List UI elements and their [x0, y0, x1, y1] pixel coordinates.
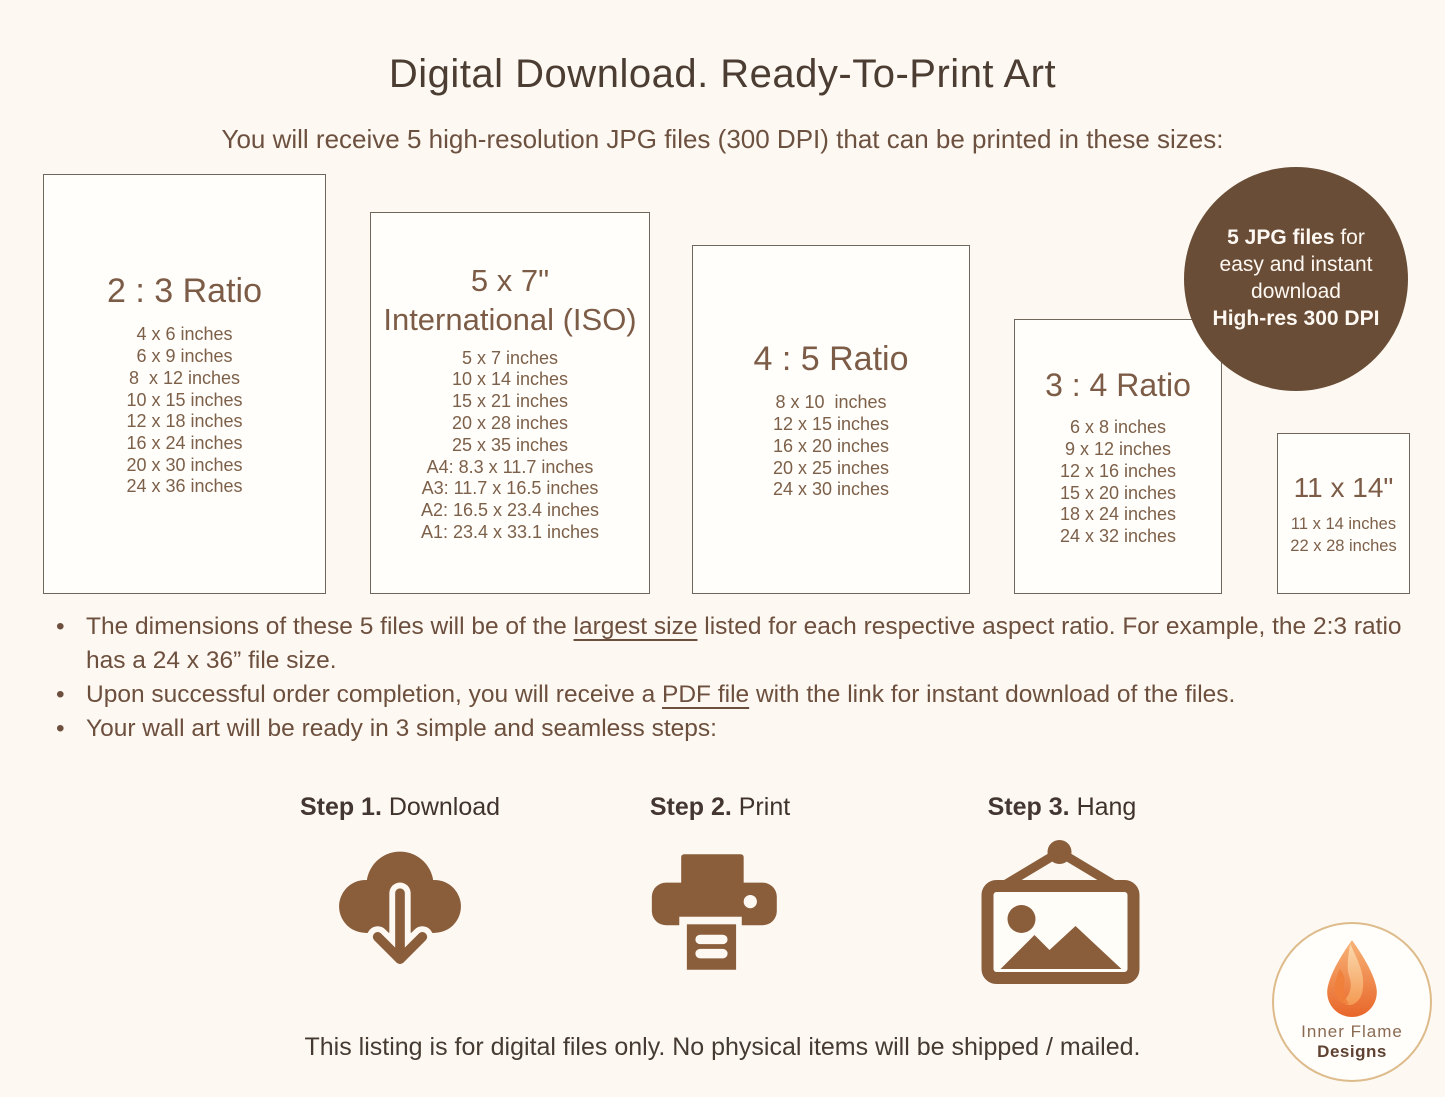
- size-line: 9 x 12 inches: [1064, 439, 1172, 460]
- size-line: 20 x 25 inches: [772, 457, 890, 478]
- size-line: 22 x 28 inches: [1290, 537, 1397, 555]
- size-box-heading: 2 : 3 Ratio: [107, 271, 262, 310]
- step-label: [988, 793, 1137, 822]
- size-line: 24 x 36 inches: [126, 476, 243, 497]
- bullet-text: [86, 610, 1408, 678]
- bullet-three-steps: [56, 712, 1408, 746]
- size-box-2-3-ratio: [43, 174, 326, 594]
- printer-icon: [649, 838, 791, 988]
- badge-text-segment: easy and instant: [1219, 253, 1373, 277]
- step-print: [592, 793, 848, 988]
- step-number: Step 3.: [987, 793, 1070, 821]
- size-line: 5 x 7 inches: [461, 347, 559, 368]
- size-line: 25 x 35 inches: [451, 434, 569, 455]
- badge-text-segment: download: [1251, 280, 1341, 303]
- bullet-dot: •: [56, 613, 65, 640]
- size-line: 8 x 12 inches: [128, 367, 241, 388]
- page-subtitle: You will receive 5 high-resolution JPG files (300 DPI) that can be printed in these sizes:: [221, 124, 1224, 154]
- step-hang: [932, 793, 1192, 988]
- cloud-download-icon: [334, 838, 466, 988]
- size-line: 10 x 15 inches: [126, 389, 243, 410]
- size-line: 11 x 14 inches: [1290, 515, 1397, 533]
- page-title: Digital Download. Ready-To-Print Art: [388, 52, 1057, 96]
- size-line: A4: 8.3 x 11.7 inches: [426, 456, 594, 477]
- step-name: Download: [381, 793, 501, 821]
- size-line: 15 x 20 inches: [1059, 482, 1177, 503]
- size-list: [773, 392, 889, 501]
- size-line: 6 x 9 inches: [136, 346, 233, 367]
- bullet-text: [86, 678, 1408, 712]
- size-box-5x7-iso: [370, 212, 650, 594]
- size-list: [1060, 417, 1176, 547]
- size-line: 8 x 10 inches: [775, 392, 887, 413]
- logo-subname: Designs: [1317, 1042, 1387, 1061]
- step-name: Hang: [1069, 793, 1137, 821]
- steps-section: [0, 793, 1445, 1003]
- logo-name: Inner Flame: [1301, 1022, 1403, 1041]
- bullet-underlined-segment: PDF file: [662, 681, 750, 708]
- size-list: [1290, 513, 1396, 557]
- size-box-3-4-ratio: [1014, 319, 1222, 594]
- badge-text-segment: for: [1334, 226, 1365, 250]
- bullet-segment: listed for each respective aspect ratio. For example, the 2:3 ratio has a 24 x 36” file size.: [86, 613, 1402, 674]
- size-line: A3: 11.7 x 16.5 inches: [421, 478, 599, 499]
- bullet-segment: The dimensions of these 5 files will be of the: [86, 613, 574, 640]
- bullet-pdf-file: [56, 678, 1408, 712]
- bullet-segment: Upon successful order completion, you will receive a: [86, 681, 663, 708]
- inner-flame-designs-logo: [1272, 922, 1432, 1082]
- size-line: 15 x 21 inches: [451, 391, 569, 412]
- size-line: 20 x 28 inches: [451, 413, 569, 434]
- size-line: 24 x 32 inches: [1059, 525, 1177, 546]
- badge-text: [1213, 225, 1380, 333]
- step-name: Print: [731, 793, 791, 821]
- size-box-heading: 4 : 5 Ratio: [753, 339, 909, 378]
- size-line: 10 x 14 inches: [451, 369, 569, 390]
- jpg-files-badge: [1184, 167, 1408, 391]
- size-line: 6 x 8 inches: [1069, 417, 1167, 438]
- step-label: [300, 793, 500, 822]
- bullet-dot: •: [56, 715, 65, 742]
- flame-icon: [1321, 936, 1383, 1020]
- step-label: [650, 793, 790, 822]
- badge-bold-tail: High-res 300 DPI: [1212, 306, 1380, 330]
- size-box-heading: 5 x 7" International (ISO): [383, 263, 637, 337]
- bullet-segment: with the link for instant download of the files.: [749, 681, 1236, 708]
- digital-only-disclaimer: This listing is for digital files only. No physical items will be shipped / mailed.: [304, 1033, 1141, 1061]
- size-box-11x14: [1277, 433, 1410, 594]
- step-number: Step 1.: [299, 793, 382, 821]
- size-line: A1: 23.4 x 33.1 inches: [420, 522, 600, 543]
- size-line: 12 x 16 inches: [1059, 460, 1177, 481]
- size-line: 18 x 24 inches: [1059, 504, 1177, 525]
- size-line: 20 x 30 inches: [126, 454, 243, 475]
- size-box-4-5-ratio: [692, 245, 970, 594]
- size-line: 16 x 20 inches: [772, 435, 890, 456]
- bullet-dimensions: [56, 610, 1408, 678]
- info-bullet-list: [56, 610, 1408, 746]
- size-list: [421, 348, 599, 544]
- badge-bold-lead: 5 JPG files: [1227, 226, 1335, 250]
- size-box-heading: 3 : 4 Ratio: [1045, 367, 1191, 404]
- bullet-text: Your wall art will be ready in 3 simple and seamless steps:: [86, 715, 717, 742]
- step-number: Step 2.: [649, 793, 732, 821]
- size-line: 4 x 6 inches: [136, 324, 233, 345]
- size-list: [126, 324, 242, 498]
- size-line: 24 x 30 inches: [772, 479, 890, 500]
- size-line: 16 x 24 inches: [126, 432, 243, 453]
- bullet-dot: •: [56, 681, 65, 708]
- size-line: A2: 16.5 x 23.4 inches: [420, 500, 600, 521]
- picture-frame-icon: [974, 838, 1150, 988]
- size-line: 12 x 18 inches: [126, 411, 243, 432]
- bullet-underlined-segment: largest size: [573, 613, 698, 640]
- size-box-heading: 11 x 14": [1293, 472, 1394, 503]
- step-download: [270, 793, 530, 988]
- size-line: 12 x 15 inches: [772, 414, 890, 435]
